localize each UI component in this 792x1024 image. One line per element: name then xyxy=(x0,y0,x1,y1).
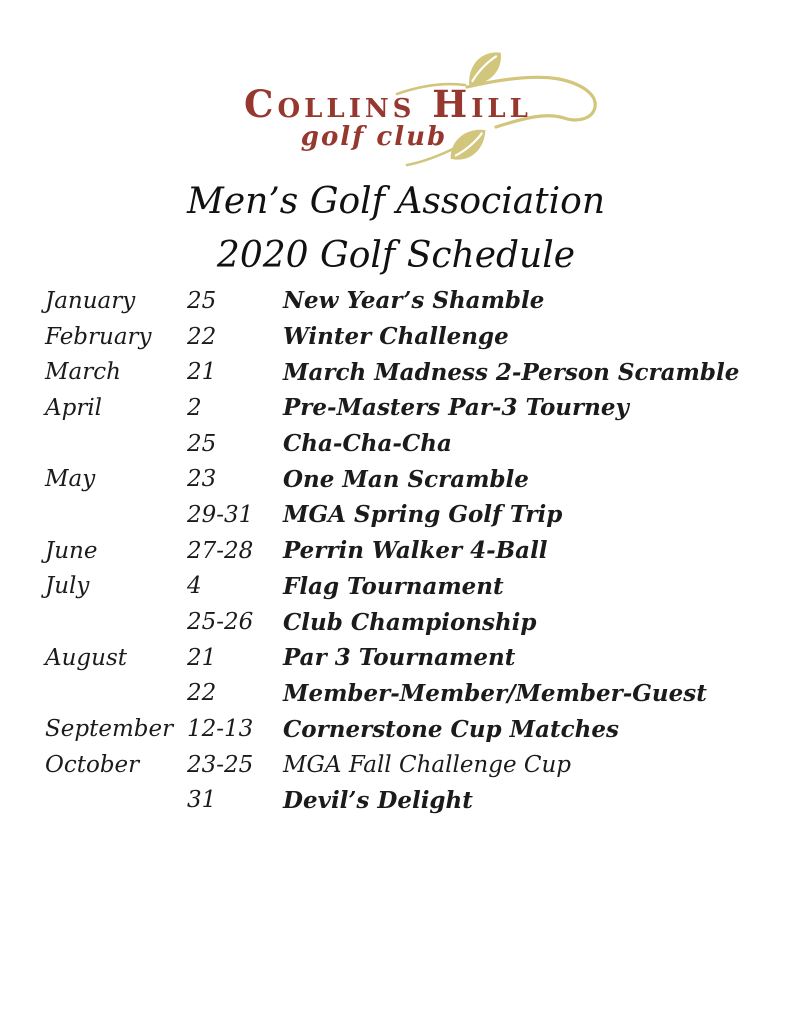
event-cell: Perrin Walker 4-Ball xyxy=(283,537,548,565)
month-cell: July xyxy=(45,573,90,600)
month-cell: April xyxy=(45,394,103,421)
date-cell: 25 xyxy=(187,430,217,457)
date-cell: 25 xyxy=(187,287,217,314)
schedule-row xyxy=(0,604,792,640)
date-cell: 22 xyxy=(187,323,217,350)
event-cell: MGA Fall Challenge Cup xyxy=(283,751,572,778)
club-subtitle: golf club xyxy=(300,122,448,152)
event-cell: Cornerstone Cup Matches xyxy=(283,715,619,743)
event-cell: March Madness 2-Person Scramble xyxy=(283,358,740,386)
schedule-row xyxy=(0,390,792,426)
schedule-table xyxy=(0,283,792,818)
event-cell: Club Championship xyxy=(283,608,537,636)
schedule-row xyxy=(0,461,792,497)
schedule-row xyxy=(0,354,792,390)
event-cell: Cha-Cha-Cha xyxy=(283,430,452,458)
month-cell: March xyxy=(45,359,121,386)
month-cell: August xyxy=(45,644,128,671)
schedule-row xyxy=(0,783,792,819)
date-cell: 2 xyxy=(187,394,202,421)
date-cell: 21 xyxy=(187,644,217,671)
schedule-row xyxy=(0,676,792,712)
date-cell: 31 xyxy=(187,787,217,814)
schedule-row xyxy=(0,319,792,355)
date-cell: 27-28 xyxy=(187,537,254,564)
month-cell: February xyxy=(45,323,152,350)
schedule-row xyxy=(0,533,792,569)
event-cell: Flag Tournament xyxy=(283,572,504,600)
title-line-association: Men’s Golf Association xyxy=(186,181,606,222)
month-cell: June xyxy=(45,537,98,564)
month-cell: October xyxy=(45,751,140,778)
date-cell: 4 xyxy=(187,573,202,600)
event-cell: Pre-Masters Par-3 Tourney xyxy=(283,394,629,422)
date-cell: 29-31 xyxy=(187,501,254,528)
club-logo xyxy=(0,0,792,175)
event-cell: Winter Challenge xyxy=(283,323,509,351)
club-name-wordmark: Collins Hill xyxy=(244,82,532,126)
event-cell: Member-Member/Member-Guest xyxy=(283,679,707,707)
event-cell: MGA Spring Golf Trip xyxy=(283,501,563,529)
schedule-row xyxy=(0,283,792,319)
title-line-schedule: 2020 Golf Schedule xyxy=(216,235,576,276)
event-cell: Par 3 Tournament xyxy=(283,644,516,672)
schedule-row xyxy=(0,569,792,605)
month-cell: September xyxy=(45,716,174,743)
event-cell: New Year’s Shamble xyxy=(283,287,545,315)
date-cell: 23 xyxy=(187,466,217,493)
schedule-row xyxy=(0,497,792,533)
month-cell: May xyxy=(45,466,96,493)
schedule-row xyxy=(0,711,792,747)
schedule-row xyxy=(0,747,792,783)
month-cell: January xyxy=(45,287,136,314)
date-cell: 23-25 xyxy=(187,751,254,778)
schedule-row xyxy=(0,426,792,462)
schedule-row xyxy=(0,640,792,676)
date-cell: 12-13 xyxy=(187,716,254,743)
event-cell: One Man Scramble xyxy=(283,465,529,493)
date-cell: 25-26 xyxy=(187,609,254,636)
date-cell: 21 xyxy=(187,359,217,386)
event-cell: Devil’s Delight xyxy=(283,786,473,814)
document-title xyxy=(0,175,792,283)
date-cell: 22 xyxy=(187,680,217,707)
